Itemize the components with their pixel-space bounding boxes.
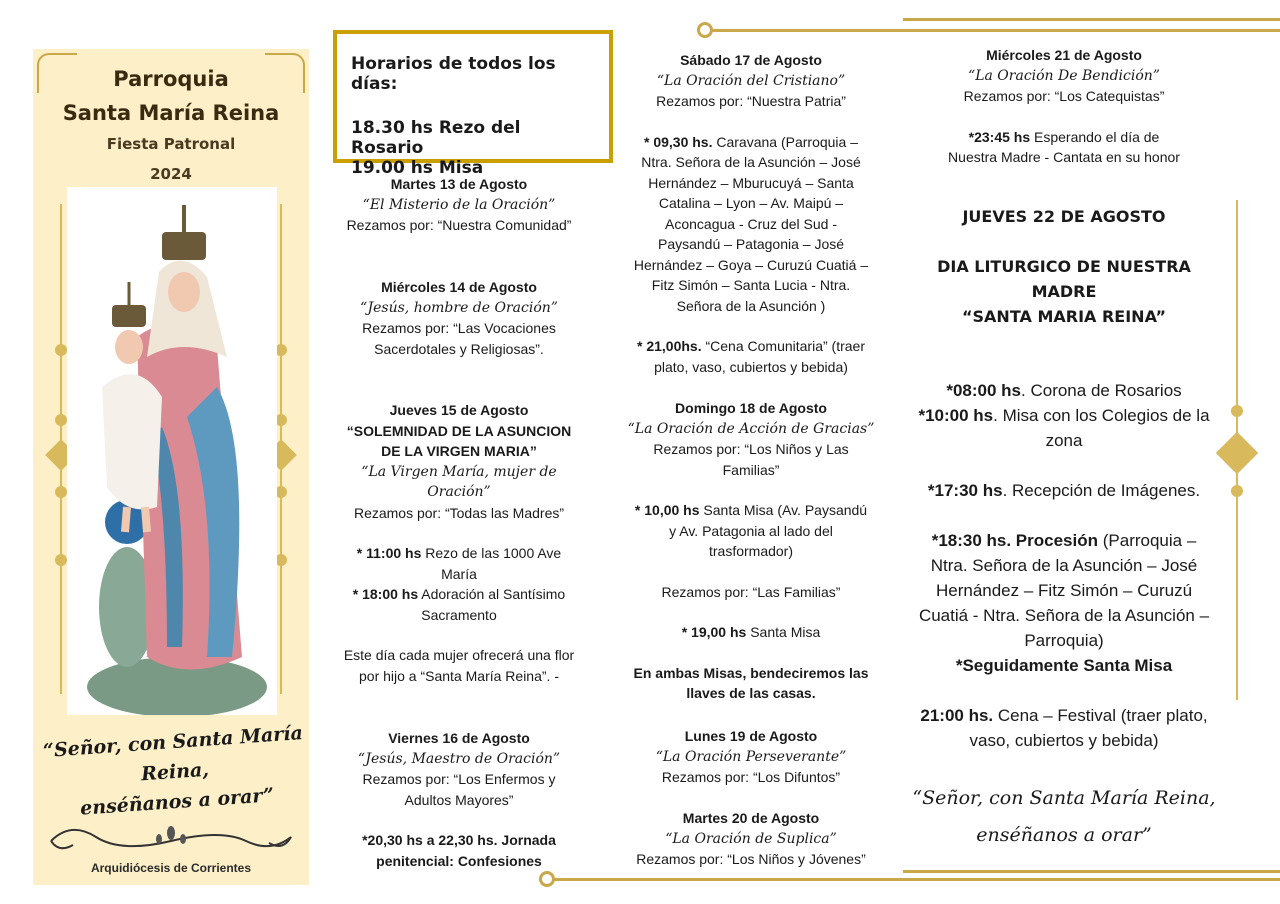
banner-quote-line1: “Señor, con Santa María Reina, (42, 722, 304, 786)
day-21-theme: “La Oración De Bendición” (968, 67, 1160, 84)
day-17-event-1-time: * 09,30 hs. (643, 133, 713, 150)
day-15-note-line2: por hijo a “Santa María Reina”. - (359, 667, 559, 684)
day-22-event-4-time: *18:30 hs. Procesión (931, 531, 1099, 550)
day-17-event-1-line1: Caravana (Parroquia – (712, 133, 859, 150)
banner-year: 2024 (150, 165, 192, 183)
day-18-event-2 (618, 622, 884, 643)
day-21-event-1-time: *23:45 hs (968, 128, 1031, 145)
day-17-event-1-line4: Catalina – Lyon – Av. Maipú – (658, 195, 844, 211)
day-22-event-6-line1: Cena – Festival (traer plato, (993, 706, 1208, 725)
banner-quote (12, 716, 337, 828)
day-20-title: Martes 20 de Agosto (682, 810, 820, 826)
day-21-event-1-line1: Esperando el día de (1030, 128, 1160, 145)
banner-title-line1: Parroquia (113, 67, 229, 91)
day-18-title: Domingo 18 de Agosto (675, 400, 827, 416)
day-17-event-2 (618, 336, 884, 357)
closing-quote (900, 780, 1228, 854)
day-13-theme: “El Misterio de la Oración” (362, 196, 556, 213)
day-14-theme: “Jesús, hombre de Oración” (360, 299, 558, 316)
day-13-title: Martes 13 de Agosto (390, 176, 528, 192)
day-22-event-3-text: . Recepción de Imágenes. (1002, 481, 1201, 500)
day-21 (900, 45, 1228, 168)
day-15-event-1-text-2: María (441, 565, 477, 582)
day-17-event-1-line8: Fitz Simón – Santa Lucia - Ntra. (651, 277, 851, 293)
day-22-event-2-time: *10:00 hs (918, 406, 994, 425)
day-15-title: Jueves 15 de Agosto (389, 402, 529, 418)
day-15-event-2-time: * 18:00 hs (352, 586, 419, 602)
day-18-event-2-text: Santa Misa (746, 624, 821, 640)
day-22-subtitle-line1: DIA LITURGICO DE NUESTRA (937, 257, 1191, 276)
day-21-event-1 (900, 127, 1228, 148)
day-15-event-1-time: * 11:00 hs (356, 545, 422, 561)
archdiocese-footer: Arquidiócesis de Corrientes (90, 861, 252, 875)
bottom-gold-line (553, 878, 1280, 881)
day-17-event-1-line7: Hernández – Goya – Curuzú Cuatiá – (633, 256, 869, 273)
bottom-gold-line-2 (903, 870, 1280, 873)
day-18-event-1 (618, 500, 884, 521)
day-15-event-2-text: Adoración al Santísimo (418, 586, 566, 602)
day-21-event-1-line2: Nuestra Madre - Cantata en su honor (948, 149, 1180, 165)
day-18-theme: “La Oración de Acción de Gracias” (627, 420, 875, 437)
virgin-mary-statue-image (67, 187, 277, 715)
day-15-subtitle-line1: “SOLEMNIDAD DE LA ASUNCION (346, 422, 572, 439)
day-22-event-3 (900, 478, 1228, 503)
day-22-event-1-text: . Corona de Rosarios (1021, 381, 1182, 400)
day-22-events (900, 378, 1228, 753)
day-13-prayer: Rezamos por: “Nuestra Comunidad” (346, 217, 572, 233)
day-16-event-line2: penitencial: Confesiones (376, 852, 542, 869)
day-18-note-line2: llaves de las casas. (686, 685, 816, 701)
day-17-event-1-line5: Aconcagua - Cruz del Sud - (665, 215, 837, 232)
day-17-prayer: Rezamos por: “Nuestra Patria” (656, 93, 846, 109)
day-16 (328, 728, 590, 871)
day-20-theme: “La Oración de Suplica” (665, 830, 837, 847)
day-15-event-1-text: Rezo de las 1000 Ave (421, 545, 562, 561)
day-17-event-1 (618, 132, 884, 153)
day-22 (900, 204, 1228, 329)
day-17-event-1-line6: Paysandú – Patagonia – José (657, 236, 845, 252)
day-16-prayer-line2: Adultos Mayores” (404, 791, 514, 808)
day-16-title: Viernes 16 de Agosto (388, 730, 530, 746)
banner-title-line2: Santa María Reina (62, 101, 280, 125)
day-17-event-1-line9: Señora de la Asunción ) (676, 297, 826, 314)
day-15-subtitle-line2: DE LA VIRGEN MARIA” (381, 443, 537, 459)
day-22-event-6-line2: vaso, cubiertos y bebida) (969, 731, 1159, 750)
day-18-prayer-line2: Familias” (722, 461, 780, 478)
day-15-theme-line1: “La Virgen María, mujer de (361, 463, 557, 480)
day-17-title: Sábado 17 de Agosto (680, 52, 822, 68)
closing-quote-line2: enséñanos a orar” (976, 824, 1152, 846)
top-gold-line-2 (903, 18, 1280, 21)
day-17-event-1-line3: Hernández – Mburucuyá – Santa (648, 174, 854, 191)
day-15-prayer: Rezamos por: “Todas las Madres” (353, 504, 565, 521)
banner-quote-line2: enséñanos a orar” (79, 784, 275, 820)
day-22-event-4-line5: Parroquia) (1024, 631, 1104, 650)
daily-hours-title: Horarios de todos los días: (351, 54, 556, 94)
day-22-event-4-line4: Cuatiá - Ntra. Señora de la Asunción – (918, 606, 1210, 625)
day-20-prayer: Rezamos por: “Los Niños y Jóvenes” (636, 851, 866, 867)
day-15 (328, 400, 590, 686)
day-19-prayer: Rezamos por: “Los Difuntos” (661, 769, 841, 785)
day-15-note-line1: Este día cada mujer ofrecerá una flor (343, 647, 575, 663)
daily-hours-box (333, 30, 613, 178)
day-17-event-2-line1: “Cena Comunitaria” (traer (701, 338, 865, 354)
day-22-event-1-time: *08:00 hs (946, 381, 1022, 400)
day-15-event-2 (328, 584, 590, 605)
closing-quote-line1: “Señor, con Santa María Reina, (912, 787, 1216, 809)
daily-hours-rosary: 18.30 hs Rezo del Rosario (351, 118, 521, 158)
day-22-event-4-line3: Hernández – Fitz Simón – Curuzú (935, 581, 1193, 600)
day-21-title: Miércoles 21 de Agosto (986, 47, 1142, 63)
day-18-prayer-line1: Rezamos por: “Los Niños y Las (653, 441, 849, 457)
day-22-subtitle-line2: MADRE (1031, 282, 1097, 301)
daily-hours-mass: 19.00 hs Misa (351, 158, 484, 178)
side-ornament-right-column (1226, 200, 1248, 700)
day-14 (328, 277, 590, 359)
bottom-gold-ring (539, 871, 555, 887)
day-22-event-4-line2: Ntra. Señora de la Asunción – José (930, 556, 1198, 575)
day-18 (618, 398, 884, 704)
day-22-event-5: *Seguidamente Santa Misa (955, 656, 1173, 675)
day-19 (618, 726, 884, 788)
day-22-event-1 (900, 378, 1228, 403)
top-gold-ring (697, 22, 713, 38)
day-18-event-1-line2: y Av. Patagonia al lado del (669, 522, 833, 539)
day-18-event-2-time: * 19,00 hs (681, 624, 747, 640)
day-22-event-3-time: *17:30 hs (927, 481, 1003, 500)
day-22-event-4-line1: (Parroquia – (1098, 531, 1197, 550)
day-18-prayer-families: Rezamos por: “Las Familias” (661, 583, 841, 600)
day-22-title: JUEVES 22 DE AGOSTO (962, 207, 1166, 226)
day-17-event-1-line2: Ntra. Señora de la Asunción – José (641, 154, 861, 170)
day-16-prayer-line1: Rezamos por: “Los Enfermos y (362, 771, 556, 787)
day-14-title: Miércoles 14 de Agosto (381, 279, 537, 295)
day-22-event-6-time: 21:00 hs. (920, 706, 994, 725)
day-18-note-line1: En ambas Misas, bendeciremos las (633, 664, 869, 681)
day-22-event-4 (900, 528, 1228, 553)
day-20 (618, 808, 884, 870)
day-17-event-2-time: * 21,00hs. (637, 338, 702, 354)
day-17 (618, 50, 884, 377)
day-22-event-2-line1: . Misa con los Colegios de la (993, 406, 1210, 425)
day-18-event-1-line3: trasformador) (708, 543, 794, 559)
day-22-subtitle-line3: “SANTA MARIA REINA” (962, 307, 1166, 326)
banner-subtitle: Fiesta Patronal (106, 135, 236, 153)
day-15-theme-line2: Oración” (427, 484, 491, 500)
day-18-event-1-line1: Santa Misa (Av. Paysandú (699, 502, 868, 518)
day-14-prayer-line2: Sacerdotales y Religiosas”. (374, 340, 544, 357)
day-19-title: Lunes 19 de Agosto (684, 728, 818, 744)
day-15-event-1 (328, 543, 590, 564)
day-18-event-1-time: * 10,00 hs (634, 502, 700, 518)
day-17-event-2-line2: plato, vaso, cubiertos y bebida) (654, 358, 848, 375)
day-15-event-2-text-2: Sacramento (421, 606, 497, 623)
day-13 (328, 174, 590, 236)
day-14-prayer-line1: Rezamos por: “Las Vocaciones (362, 320, 556, 336)
day-21-prayer: Rezamos por: “Los Catequistas” (963, 88, 1165, 104)
day-22-event-2-line2: zona (1045, 431, 1083, 450)
day-22-event-6 (900, 703, 1228, 728)
day-16-theme: “Jesús, Maestro de Oración” (357, 750, 561, 767)
day-19-theme: “La Oración Perseverante” (655, 748, 847, 765)
top-gold-line (712, 29, 1280, 32)
day-22-event-2 (900, 403, 1228, 428)
patronal-banner (33, 49, 309, 885)
day-16-event-line1: *20,30 hs a 22,30 hs. Jornada (362, 832, 556, 848)
day-17-theme: “La Oración del Cristiano” (656, 72, 846, 89)
swirl-ornament (41, 819, 301, 859)
